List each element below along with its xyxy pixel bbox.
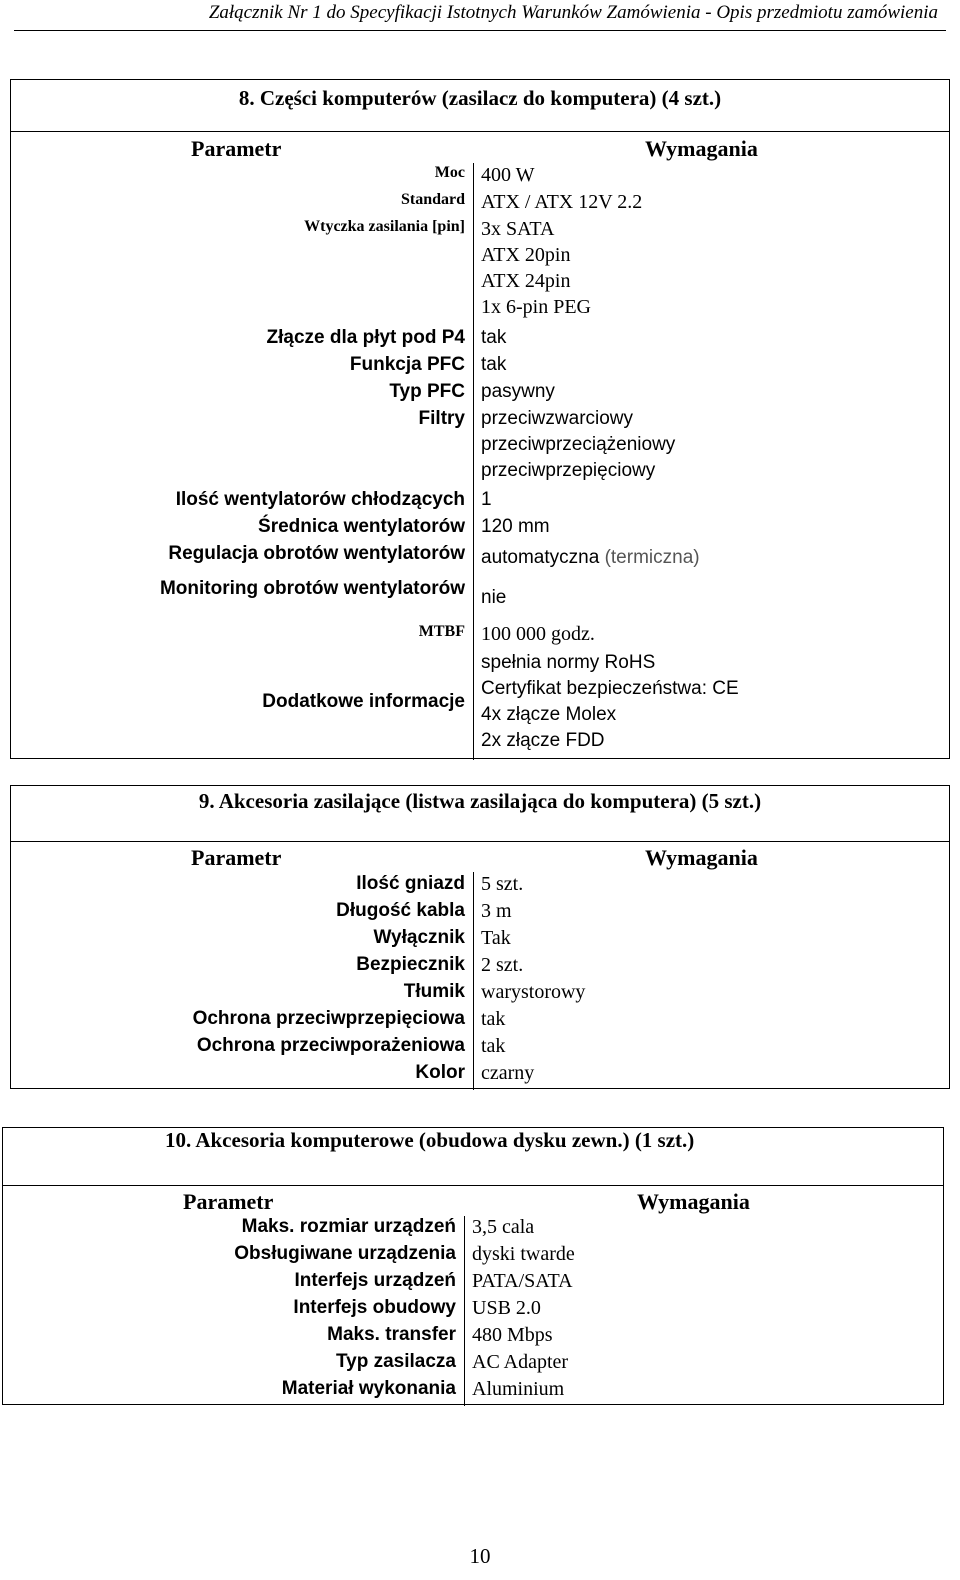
section-10-title-rule: [3, 1185, 943, 1186]
s8-value: tak: [481, 327, 507, 348]
s9-row: [11, 927, 949, 953]
s9-value: czarny: [481, 1062, 535, 1084]
s8-label: Regulacja obrotów wentylatorów: [168, 543, 465, 564]
s10-label: Maks. transfer: [327, 1324, 456, 1345]
section-9-table: [10, 785, 950, 1089]
s8-row: [11, 543, 949, 577]
s10-value: dyski twarde: [472, 1243, 575, 1265]
section-10-title: 10. Akcesoria komputerowe (obudowa dysku zewn.) (1 szt.): [165, 1128, 695, 1152]
s10-row: [3, 1351, 943, 1377]
s9-value: 5 szt.: [481, 873, 524, 895]
s9-row: [11, 981, 949, 1007]
s8-row: [11, 191, 949, 217]
s9-label: Długość kabla: [336, 900, 465, 921]
s8-value-extra: (termiczna): [604, 547, 700, 568]
s10-label: Obsługiwane urządzenia: [234, 1243, 456, 1264]
s9-value: warystorowy: [481, 981, 586, 1003]
s10-row: [3, 1270, 943, 1296]
s9-row: [11, 873, 949, 899]
section-9-col-req: Wymagania: [645, 845, 758, 870]
s8-label: MTBF: [418, 623, 465, 640]
s8-row: [11, 218, 949, 322]
s9-label: Ochrona przeciwprzepięciowa: [192, 1008, 465, 1029]
s9-row: [11, 1035, 949, 1061]
section-10-table: [2, 1127, 944, 1405]
s10-row: [3, 1324, 943, 1350]
s9-label: Kolor: [415, 1062, 465, 1083]
s10-label: Materiał wykonania: [281, 1378, 456, 1399]
s9-value: 2 szt.: [481, 954, 524, 976]
s8-label: Monitoring obrotów wentylatorów: [159, 578, 465, 599]
s10-label: Maks. rozmiar urządzeń: [241, 1216, 456, 1237]
section-9-col-param: Parametr: [191, 845, 282, 870]
section-8-col-req: Wymagania: [645, 136, 758, 161]
page-number: 10: [469, 1544, 491, 1568]
s8-label: Ilość wentylatorów chłodzących: [175, 489, 465, 510]
s10-label: Interfejs urządzeń: [294, 1270, 456, 1291]
s8-value: 2x złącze FDD: [481, 730, 605, 751]
s8-value: 3x SATA: [481, 218, 555, 240]
s10-value: 3,5 cala: [472, 1216, 535, 1238]
s8-row: [11, 408, 949, 486]
section-8-table: [10, 79, 950, 759]
s8-value: 1: [481, 489, 492, 510]
s10-label: Typ zasilacza: [335, 1351, 456, 1372]
s8-row: [11, 489, 949, 515]
s8-row: [11, 652, 949, 756]
s10-label: Interfejs obudowy: [293, 1297, 456, 1318]
s9-value: 3 m: [481, 900, 512, 922]
s8-value: 400 W: [481, 164, 535, 186]
s9-label: Ochrona przeciwporażeniowa: [196, 1035, 465, 1056]
s8-row: [11, 516, 949, 542]
s8-value: 4x złącze Molex: [481, 704, 617, 725]
section-9-title-rule: [11, 841, 949, 842]
section-10-col-req: Wymagania: [637, 1189, 750, 1214]
s8-row: [11, 578, 949, 620]
s8-value-text: automatyczna: [481, 547, 600, 568]
header-text: Załącznik Nr 1 do Specyfikacji Istotnych Warunków Zamówienia - Opis przedmiotu zamówienia: [208, 2, 938, 23]
s8-row: [11, 354, 949, 380]
s8-value: przeciwprzeciążeniowy: [481, 434, 676, 455]
s10-row: [3, 1216, 943, 1242]
header-rule: [14, 30, 946, 31]
s8-value: 1x 6-pin PEG: [481, 296, 591, 318]
document-header: [0, 2, 960, 24]
section-10-col-param: Parametr: [183, 1189, 274, 1214]
section-8-title-rule: [11, 131, 949, 132]
s9-label: Tłumik: [403, 981, 465, 1002]
s9-row: [11, 1062, 949, 1088]
s8-value: nie: [481, 587, 507, 608]
s8-value: ATX 24pin: [481, 270, 571, 292]
s8-row: [11, 327, 949, 353]
s9-value: Tak: [481, 927, 511, 949]
s8-value: przeciwzwarciowy: [481, 408, 634, 429]
s8-value: 120 mm: [481, 516, 550, 537]
s8-row: [11, 623, 949, 649]
s8-label: Wtyczka zasilania [pin]: [304, 218, 465, 235]
s9-row: [11, 954, 949, 980]
s8-value: ATX 20pin: [481, 244, 571, 266]
s9-row: [11, 1008, 949, 1034]
s8-label: Złącze dla płyt pod P4: [266, 327, 465, 348]
s8-value: pasywny: [481, 381, 555, 402]
s10-value: AC Adapter: [472, 1351, 569, 1373]
s8-value: spełnia normy RoHS: [481, 652, 656, 673]
s8-label: Dodatkowe informacje: [262, 691, 465, 712]
s8-row: [11, 381, 949, 407]
s8-label: Funkcja PFC: [349, 354, 465, 375]
s9-label: Bezpiecznik: [356, 954, 465, 975]
section-8-col-param: Parametr: [191, 136, 282, 161]
s10-row: [3, 1378, 943, 1404]
s10-value: PATA/SATA: [472, 1270, 573, 1292]
s9-row: [11, 900, 949, 926]
s8-value: tak: [481, 354, 507, 375]
s9-value: tak: [481, 1035, 506, 1057]
s8-label: Standard: [400, 191, 465, 208]
s9-value: tak: [481, 1008, 506, 1030]
s8-value: [481, 547, 700, 569]
s10-value: USB 2.0: [472, 1297, 541, 1319]
section-9-title: 9. Akcesoria zasilające (listwa zasilająca do komputera) (5 szt.): [198, 789, 762, 813]
s8-value: 100 000 godz.: [481, 623, 595, 645]
s8-label: Moc: [434, 164, 465, 181]
s10-value: Aluminium: [472, 1378, 565, 1400]
s8-label: Typ PFC: [389, 381, 465, 402]
s8-label: Średnica wentylatorów: [258, 516, 465, 537]
s8-value: ATX / ATX 12V 2.2: [481, 191, 643, 213]
s8-value: przeciwprzepięciowy: [481, 460, 656, 481]
s9-label: Wyłącznik: [373, 927, 465, 948]
s10-row: [3, 1243, 943, 1269]
s8-label: Filtry: [418, 408, 465, 429]
s9-label: Ilość gniazd: [356, 873, 465, 894]
section-8-title: 8. Części komputerów (zasilacz do komputera) (4 szt.): [238, 86, 722, 110]
s8-row: [11, 164, 949, 190]
s10-row: [3, 1297, 943, 1323]
s10-value: 480 Mbps: [472, 1324, 553, 1346]
s8-value: Certyfikat bezpieczeństwa: CE: [481, 678, 739, 699]
